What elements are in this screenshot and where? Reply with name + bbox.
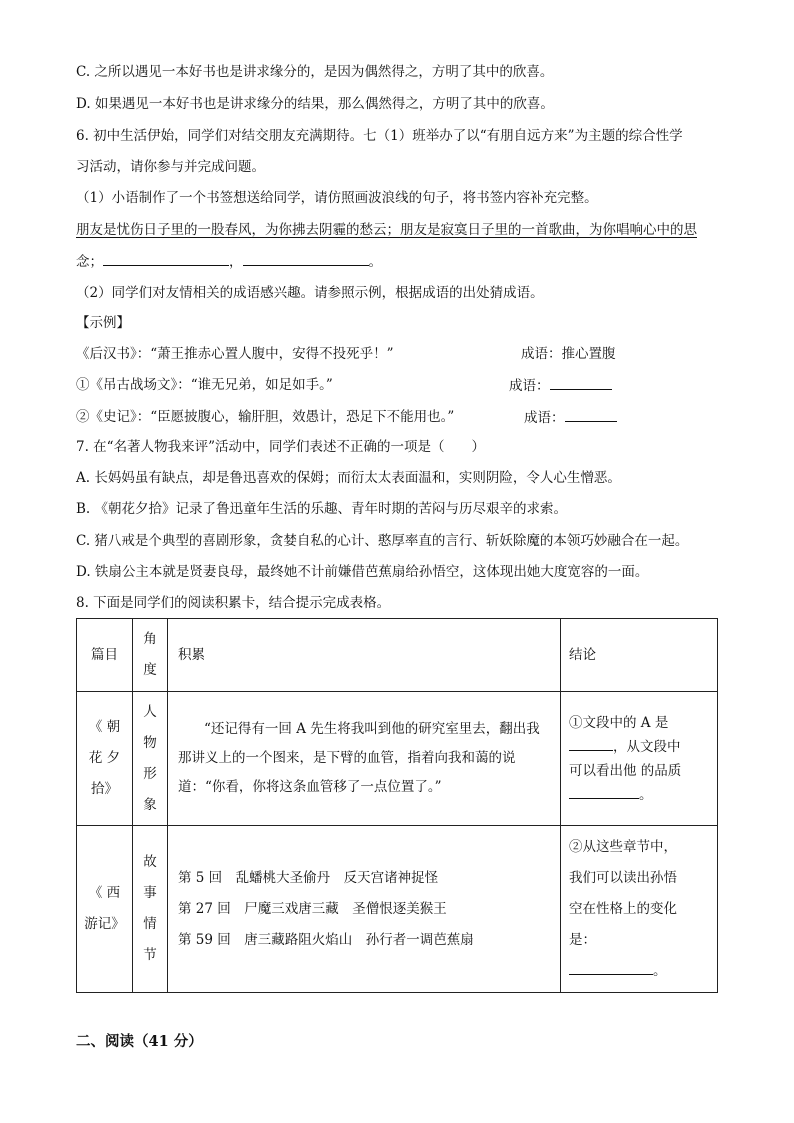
question-7: 7. 在“名著人物我来评”活动中，同学们表述不正确的一项是（ ） <box>76 439 485 455</box>
idiom-2-source: ②《史记》：“臣愿披腹心，输肝胆，效愚计，恐足下不能用也。” <box>76 409 455 425</box>
row2-book-title: 《 西 游记》 <box>77 826 133 993</box>
row2-angle: 故 事 情 节 <box>133 826 168 993</box>
idiom-1-answer-line <box>509 375 612 396</box>
question-7-option-d: D. 铁扇公主本就是贤妻良母，最终她不计前嫌借芭蕉扇给孙悟空，这体现出她大度宽容的一面。 <box>76 564 649 580</box>
option-c: C. 之所以遇见一本好书也是讲求缘分的，是因为偶然得之，方明了其中的欣喜。 <box>76 64 554 80</box>
header-accumulate: 积累 <box>168 619 561 692</box>
row1-accumulate <box>168 692 561 826</box>
idiom-1-source: ①《吊古战场文》：“谁无兄弟，如足如手。” <box>76 377 333 393</box>
answer-blank-1[interactable] <box>103 251 229 266</box>
chapter-5: 第 5 回 乱蟠桃大圣偷丹 反天宫诸神捉怪 <box>178 869 439 886</box>
row1-con-2-line: ，从文段中 <box>569 735 709 759</box>
question-6-line-1: 6. 初中生活伊始，同学们对结交朋友充满期待。七（1）班举办了以“有朋自远方来”为主题的综合性学 <box>76 128 683 144</box>
idiom-2-answer-line <box>524 407 617 428</box>
question-6-part-1: （1）小语制作了一个书签想送给同学，请仿照画波浪线的句子，将书签内容补充完整。 <box>76 190 598 206</box>
question-7-option-b: B. 《朝花夕拾》记录了鲁迅童年生活的乐趣、青年时期的苦闷与历尽艰辛的求索。 <box>76 501 568 517</box>
row1-angle: 人 物 形 象 <box>133 692 168 826</box>
row1-blank-2[interactable] <box>569 784 639 799</box>
table-header-row <box>77 619 718 692</box>
reading-card-table <box>76 618 718 993</box>
table-row <box>77 692 718 826</box>
chapter-59: 第 59 回 唐三藏路阻火焰山 孙行者一调芭蕉扇 <box>178 931 474 948</box>
row1-passage: “还记得有一回 A 先生将我叫到他的研究室里去，翻出我那讲义上的一个图来，是下臂的血管，指着向我和蔼的说道：“你看，你将这条血管移了一点位置了。” <box>178 721 540 795</box>
answer-blank-2[interactable] <box>243 251 369 266</box>
row2-conclusion <box>561 826 718 993</box>
row1-con-1: ①文段中的 A 是 <box>569 714 669 731</box>
option-d: D. 如果遇见一本好书也是讲求缘分的结果，那么偶然得之，方明了其中的欣喜。 <box>76 96 554 112</box>
row2-con-4: 是： <box>569 931 596 948</box>
question-7-option-c: C. 猪八戒是个典型的喜剧形象，贪婪自私的心计、憨厚率直的言行、斩妖除魔的本领巧妙融合在一起。 <box>76 533 689 549</box>
idiom-1-label: 成语： <box>509 378 550 394</box>
row2-con-3: 空在性格上的变化 <box>569 900 677 917</box>
row2-chapters <box>168 826 561 993</box>
header-angle: 角 度 <box>133 619 168 692</box>
row2-con-1: ②从这些章节中， <box>569 838 677 855</box>
section-2-heading: 二、阅读（41 分） <box>76 1033 203 1050</box>
bookmark-comma: ， <box>229 254 243 270</box>
header-conclusion: 结论 <box>561 619 718 692</box>
example-answer: 成语：推心置腹 <box>521 346 616 362</box>
header-title: 篇目 <box>77 619 133 692</box>
question-8: 8. 下面是同学们的阅读积累卡，结合提示完成表格。 <box>76 595 391 611</box>
bookmark-prefix: 念； <box>76 254 103 270</box>
idiom-2-blank[interactable] <box>565 407 617 422</box>
row2-blank[interactable] <box>569 960 653 975</box>
bookmark-end: 。 <box>368 254 382 270</box>
bookmark-fill-line <box>76 251 382 272</box>
table-row <box>77 826 718 993</box>
question-6-line-2: 习活动，请你参与并完成问题。 <box>76 159 265 175</box>
question-6-part-2: （2）同学们对友情相关的成语感兴趣。请参照示例，根据成语的出处猜成语。 <box>76 285 544 301</box>
idiom-2-label: 成语： <box>524 410 565 426</box>
row2-con-2: 我们可以读出孙悟 <box>569 869 677 886</box>
row1-conclusion <box>561 692 718 826</box>
idiom-1-blank[interactable] <box>550 375 612 390</box>
chapter-27: 第 27 回 尸魔三戏唐三藏 圣僧恨逐美猴王 <box>178 900 447 917</box>
example-source: 《后汉书》：“萧王推赤心置人腹中，安得不投死乎！” <box>76 346 394 362</box>
wavy-example-sentence: 朋友是忧伤日子里的一股春风，为你拂去阴霾的愁云；朋友是寂寞日子里的一首歌曲，为你唱响心中的思 <box>76 222 697 238</box>
row1-con-4-line: 。 <box>569 783 709 807</box>
example-heading: 【示例】 <box>76 315 130 331</box>
row2-con-5-line: 。 <box>569 956 709 987</box>
row1-book-title: 《 朝 花 夕 拾》 <box>77 692 133 826</box>
question-7-option-a: A. 长妈妈虽有缺点，却是鲁迅喜欢的保姆；而衍太太表面温和，实则阴险，令人心生憎恶。 <box>76 470 621 486</box>
row1-con-3: 可以看出他 的品质 <box>569 762 682 779</box>
row1-blank-1[interactable] <box>569 736 613 751</box>
